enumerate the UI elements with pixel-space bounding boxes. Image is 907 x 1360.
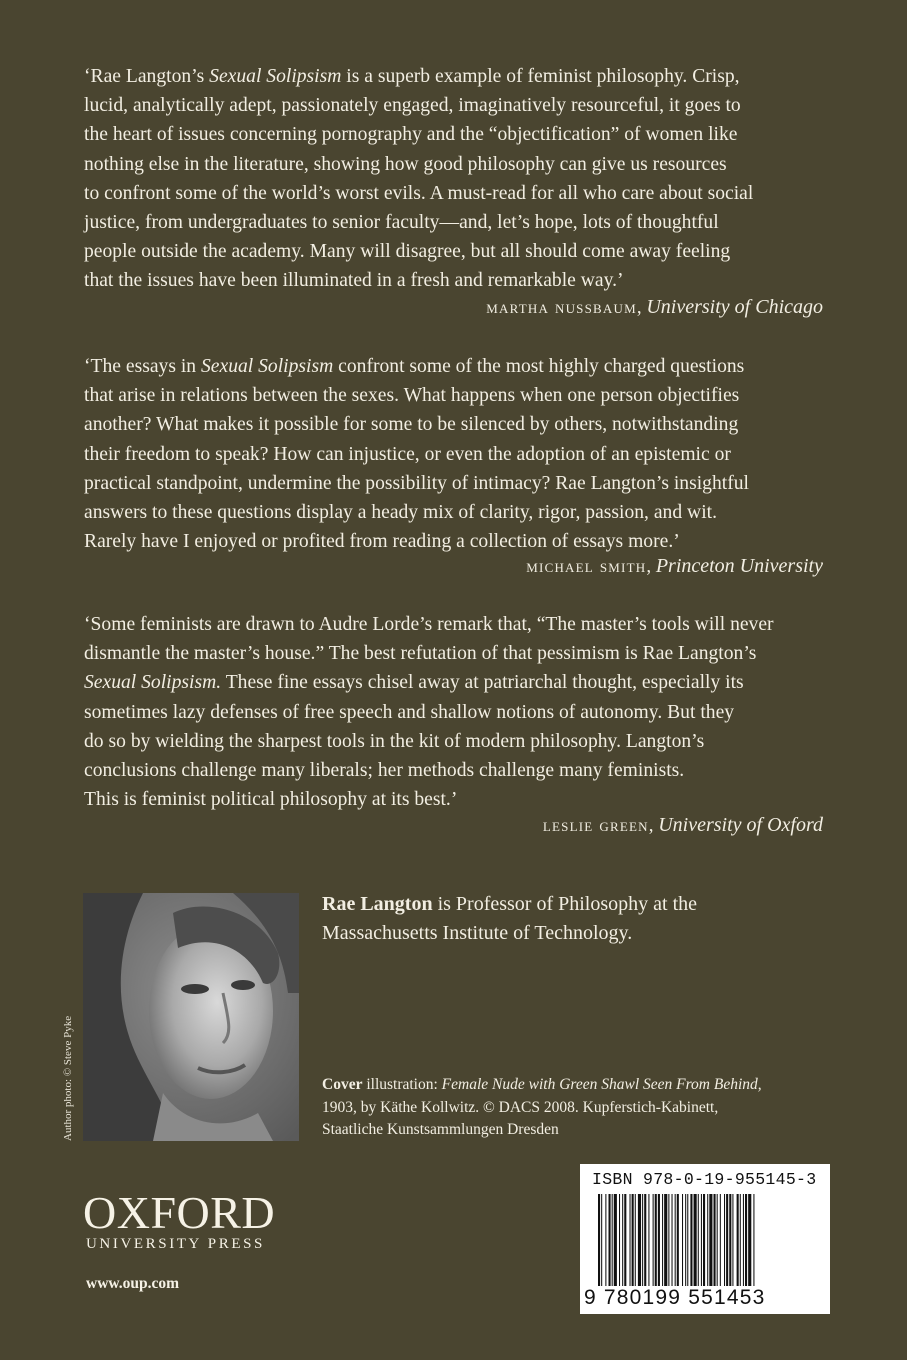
book-title: Sexual Solipsism — [201, 356, 334, 377]
portrait-illustration — [83, 893, 299, 1141]
barcode-bar — [753, 1194, 754, 1286]
barcode-bar — [622, 1194, 623, 1286]
barcode-bar — [720, 1194, 721, 1286]
barcode-bar — [698, 1194, 699, 1286]
quote-text: ‘The essays in — [84, 356, 201, 377]
quote-text: ‘Some feminists are drawn to Audre Lorde’s remark that, “The master’s tools will never dismantle the master’s house.” The best refutation of that pessimism is Rae Langton’s — [84, 614, 774, 665]
barcode-bar — [701, 1194, 702, 1286]
barcode-bar — [642, 1194, 643, 1286]
barcode-bar — [632, 1194, 634, 1286]
barcode-bar — [703, 1194, 705, 1286]
quote-smith — [84, 352, 829, 556]
attribution-nussbaum: martha nussbaum, University of Chicago — [486, 296, 823, 318]
book-title: Sexual Solipsism — [209, 66, 342, 87]
barcode-bar — [682, 1194, 683, 1286]
attribution-green: leslie green, University of Oxford — [542, 814, 823, 836]
barcode-bar — [724, 1194, 725, 1286]
quote-nussbaum — [84, 62, 829, 296]
artwork-title: Female Nude with Green Shawl Seen From Behind, — [441, 1076, 762, 1093]
barcode-bar — [609, 1194, 611, 1286]
quote-green — [84, 610, 829, 814]
barcode-bar — [675, 1194, 676, 1286]
barcode-bar — [740, 1194, 741, 1286]
barcode-bar — [598, 1194, 600, 1286]
barcode-bar — [664, 1194, 667, 1286]
barcode-bar — [729, 1194, 731, 1286]
barcode-bar — [717, 1194, 718, 1286]
barcode-bar — [635, 1194, 636, 1286]
isbn-barcode — [580, 1164, 830, 1314]
author-bio — [322, 890, 832, 948]
barcode-bars — [598, 1194, 812, 1286]
quote-text: ‘Rae Langton’s — [84, 66, 210, 87]
barcode-bar — [614, 1194, 617, 1286]
barcode-bar — [745, 1194, 747, 1286]
barcode-bar — [630, 1194, 631, 1286]
quote-text: These fine essays chisel away at patriarchal thought, especially its sometimes lazy defenses of free speech and shallow notions of autonomy. But they do so by wielding the sharpest tools in the kit of modern philosophy. Langton’s conclusions challenge many liberals; her methods challenge many feminists. This is feminist political philosophy at its best.’ — [84, 672, 744, 811]
barcode-bar — [653, 1194, 654, 1286]
publisher-url: www.oup.com — [86, 1275, 180, 1292]
barcode-bar — [709, 1194, 712, 1286]
barcode-bar — [743, 1194, 744, 1286]
attribution-name: michael smith — [526, 556, 647, 577]
attribution-smith: michael smith, Princeton University — [526, 555, 823, 577]
publisher-logo: OXFORD — [83, 1187, 276, 1238]
barcode-bar — [714, 1194, 716, 1286]
barcode-bar — [726, 1194, 728, 1286]
barcode-bar — [655, 1194, 657, 1286]
quote-text: confront some of the most highly charged questions that arise in relations between the sexes. What happens when one person objectifies another? What makes it possible for some to be silenced by others, notwithstanding their freedom to speak? How can injustice, or even the adoption of an epistemic or practical standpoint, undermine the possibility of intimacy? Rae Langton’s insightful answers to these questions display a heady mix of clarity, rigor, passion, and wit. Rarely have I enjoyed or profited from reading a collection of essays more.’ — [84, 356, 749, 553]
attribution-name: martha nussbaum — [486, 297, 637, 318]
attribution-institution: University of Oxford — [658, 814, 823, 836]
barcode-bar — [638, 1194, 641, 1286]
isbn-label: ISBN 978-0-19-955145-3 — [592, 1170, 817, 1189]
barcode-bar — [732, 1194, 733, 1286]
barcode-bar — [644, 1194, 646, 1286]
attribution-institution: University of Chicago — [646, 296, 823, 318]
author-bio-text: is Professor of Philosophy at the Massachusetts Institute of Technology. — [322, 893, 698, 944]
barcode-bar — [694, 1194, 697, 1286]
cover-illustration-credit: Cover illustration: Female Nude with Green Shawl Seen From Behind, 1903, by Käthe Kollwitz. © DACS 2008. Kupferstich-Kabinett, Staatliche Kunstsammlungen Dresden — [322, 1076, 762, 1138]
barcode-bar — [612, 1194, 613, 1286]
barcode-bar — [707, 1194, 708, 1286]
attribution-name: leslie green — [542, 815, 649, 836]
barcode-bar — [648, 1194, 649, 1286]
quote-text: is a superb example of feminist philosophy. Crisp, lucid, analytically adept, passionately engaged, imaginatively resourceful, it goes to the heart of issues concerning pornography and the “objectification” of women like nothing else in the literature, showing how good philosophy can give us resources to confront some of the world’s worst evils. A must-read for all who care about social justice, from undergraduates to senior faculty—and, let’s hope, lots of thoughtful people outside the academy. Many will disagree, but all should come away feeling that the issues have been illuminated in a fresh and remarkable way.’ — [84, 66, 754, 292]
barcode-bar — [737, 1194, 739, 1286]
barcode-bar — [677, 1194, 679, 1286]
barcode-bar — [662, 1194, 663, 1286]
barcode-digits: 9 780199 551453 — [584, 1286, 766, 1309]
book-title: Sexual Solipsism. — [84, 672, 222, 694]
barcode-bar — [624, 1194, 626, 1286]
barcode-bar — [658, 1194, 660, 1286]
barcode-bar — [687, 1194, 688, 1286]
publisher-subtitle: UNIVERSITY PRESS — [86, 1236, 265, 1252]
barcode-bar — [668, 1194, 669, 1286]
barcode-bar — [748, 1194, 751, 1286]
barcode-bar — [672, 1194, 673, 1286]
barcode-bar — [685, 1194, 686, 1286]
barcode-bar — [690, 1194, 692, 1286]
barcode-bar — [605, 1194, 606, 1286]
author-photo — [83, 893, 299, 1141]
barcode-bar — [601, 1194, 602, 1286]
attribution-institution: Princeton University — [655, 555, 823, 577]
barcode-bar — [619, 1194, 620, 1286]
photo-credit: Author photo: © Steve Pyke — [62, 1015, 74, 1141]
author-name: Rae Langton — [322, 893, 433, 915]
